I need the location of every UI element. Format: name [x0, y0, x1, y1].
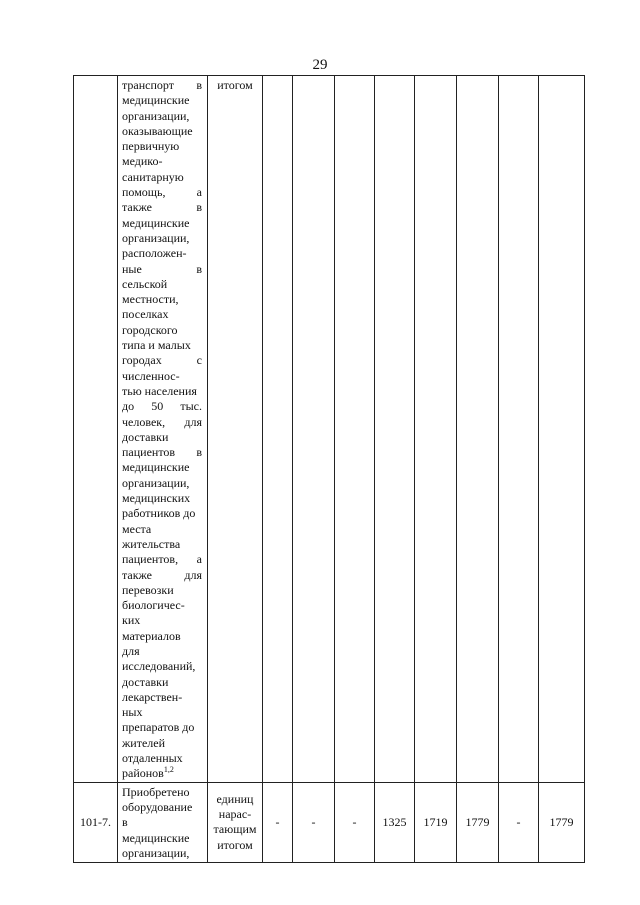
unit-cell: [208, 782, 263, 862]
name-line: организации,: [122, 230, 190, 245]
value-cell: [375, 76, 415, 783]
name-line: оборудование: [122, 799, 193, 814]
name-line: медицинские: [122, 830, 190, 845]
name-line: организации,: [122, 845, 190, 860]
value-cell: -: [335, 782, 375, 862]
name-line: препаратов до: [122, 720, 195, 735]
name-line: человек, для: [122, 414, 202, 429]
name-line: организации,: [122, 475, 190, 490]
name-line: жительства: [122, 536, 181, 551]
name-line: первичную: [122, 139, 180, 154]
unit-line: нарас-: [218, 806, 252, 821]
name-line: биологичес-: [122, 598, 185, 613]
name-line: отдаленных: [122, 751, 183, 766]
name-line: транспорт в: [122, 78, 202, 92]
unit-line: тающим: [213, 822, 257, 837]
value-cell: 1779: [539, 782, 585, 862]
name-line: пациентов, а: [122, 552, 202, 567]
name-line: помощь, а: [122, 185, 202, 200]
name-line: Приобретено: [122, 784, 190, 799]
unit-line: единиц: [216, 791, 254, 806]
row-number-cell: 101-7.: [74, 782, 118, 862]
indicator-name-cell: [118, 76, 208, 783]
name-line: местности,: [122, 292, 179, 307]
name-line: медицинских: [122, 491, 191, 506]
table-row-101-7: [74, 782, 585, 862]
name-line: расположен-: [122, 246, 187, 261]
name-line: доставки: [122, 674, 169, 689]
name-line: доставки: [122, 429, 169, 444]
name-line: для: [122, 643, 140, 658]
value-cell: 1325: [375, 782, 415, 862]
table-row-continued: [74, 76, 585, 783]
value-cell: -: [263, 782, 293, 862]
name-line: оказывающие: [122, 123, 193, 138]
name-line: работников до: [122, 506, 196, 521]
name-line: городах с: [122, 353, 202, 368]
page-number: 29: [312, 57, 328, 73]
name-line: пациентов в: [122, 445, 202, 460]
value-cell: [499, 76, 539, 783]
name-line: медицинские: [122, 93, 190, 108]
name-line: медицинские: [122, 215, 190, 230]
name-line: медицинские: [122, 460, 190, 475]
name-line: лекарствен-: [122, 689, 183, 704]
value-cell: [457, 76, 499, 783]
name-line: организации,: [122, 108, 190, 123]
name-line: медико-: [122, 154, 163, 169]
name-line: городского: [122, 322, 178, 337]
name-line: сельской: [122, 276, 168, 291]
value-cell: 1719: [415, 782, 457, 862]
name-line: жителей: [122, 735, 166, 750]
footnote-ref: 1,2: [163, 765, 174, 775]
value-cell: [415, 76, 457, 783]
name-line: [122, 766, 202, 781]
name-line: также в: [122, 200, 202, 215]
name-line: места: [122, 521, 152, 536]
name-line-text: районов: [122, 766, 164, 781]
value-cell: -: [293, 782, 335, 862]
name-line: типа и малых: [122, 338, 191, 353]
value-cell: [293, 76, 335, 783]
name-line: материалов: [122, 628, 181, 643]
name-line: санитарную: [122, 169, 184, 184]
name-line: поселках: [122, 307, 169, 322]
name-line: ные в: [122, 261, 202, 276]
unit-line: итогом: [217, 837, 253, 852]
value-cell: [539, 76, 585, 783]
value-cell: [263, 76, 293, 783]
name-line: также для: [122, 567, 202, 582]
name-line: численнос-: [122, 368, 180, 383]
name-line: в: [122, 815, 128, 830]
name-line: ких: [122, 613, 141, 628]
unit-cell: итогом: [208, 76, 263, 783]
indicator-name-cell: [118, 782, 208, 862]
name-line: тью населения: [122, 383, 197, 398]
name-line: перевозки: [122, 582, 174, 597]
value-cell: [335, 76, 375, 783]
row-number-cell: [74, 76, 118, 783]
value-cell: -: [499, 782, 539, 862]
name-line: до 50 тыс.: [122, 399, 202, 414]
name-line: исследований,: [122, 659, 196, 674]
name-line: ных: [122, 705, 143, 720]
indicators-table: [73, 75, 585, 863]
value-cell: 1779: [457, 782, 499, 862]
